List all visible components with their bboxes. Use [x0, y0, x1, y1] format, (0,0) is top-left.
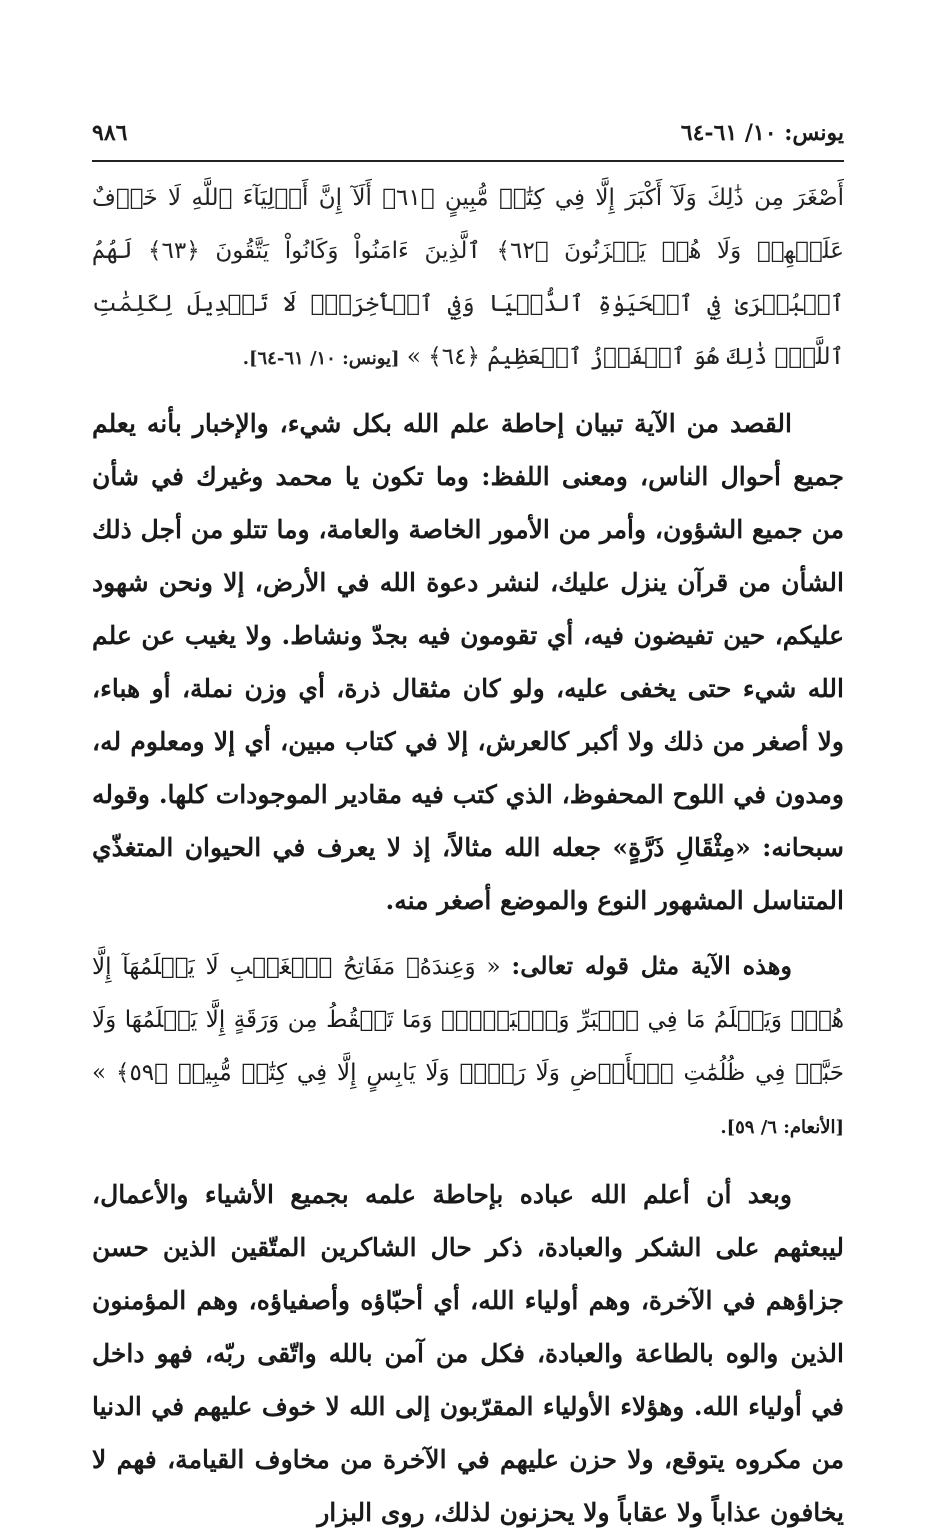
verse-reference-2: [الأنعام: ٦/ ٥٩].: [720, 1117, 844, 1138]
verse-reference: [يونس: ١٠/ ٦١-٦٤].: [242, 348, 400, 369]
commentary-paragraph-2: [92, 939, 844, 1154]
page-number: ٩٨٦: [92, 120, 128, 146]
running-title: يونس: ١٠/ ٦١-٦٤: [680, 120, 844, 146]
quran-quote: « وَعِندَهُۥ مَفَاتِحُ ٱلۡغَيۡبِ لَا يَعۡلَمُهَآ إِلَّا هُوَۚ وَيَعۡلَمُ مَا فِي ٱلۡبَرِّ وَٱلۡبَحۡرِۚ وَمَا تَسۡقُطُ مِن وَرَقَةٍ إِلَّا يَعۡلَمُهَا وَلَا حَبَّةٖ فِي ظُلُمَٰتِ ٱلۡأَرۡضِ وَلَا رَطۡبٖ وَلَا يَابِسٍ إِلَّا فِي كِتَٰبٖ مُّبِينٖ ﴿٥٩﴾ »: [92, 954, 844, 1086]
page-header: [92, 120, 844, 160]
quran-verses-text: أَصْغَرَ مِن ذَٰلِكَ وَلَآ أَكْبَرَ إِلَّا فِي كِتَٰبٖ مُّبِينٍ ﴿٦١﴾ أَلَآ إِنَّ أَوۡلِيَآءَ ٱللَّهِ لَا خَوۡفٌ عَلَيۡهِمۡ وَلَا هُمۡ يَحۡزَنُونَ ﴿٦٢﴾ ٱلَّذِينَ ءَامَنُواْ وَكَانُواْ يَتَّقُونَ ﴿٦٣﴾ لَهُمُ ٱلۡبُشۡرَىٰ فِي ٱلۡحَيَوٰةِ ٱلدُّنۡيَا وَفِي ٱلۡأٓخِرَةِۚ لَا تَبۡدِيلَ لِكَلِمَٰتِ ٱللَّهِۚ ذَٰلِكَ هُوَ ٱلۡفَوۡزُ ٱلۡعَظِيمُ ﴿٦٤﴾ »: [92, 185, 845, 370]
paragraph-lead-text: وهذه الآية مثل قوله تعالى:: [511, 951, 793, 980]
quran-verses-block: [92, 172, 844, 385]
commentary-paragraph-3: وبعد أن أعلم الله عباده بإحاطة علمه بجميع الأشياء والأعمال، ليبعثهم على الشكر والعبادة، ذكر حال الشاكرين المتّقين الذين حسن جزاؤهم في الآخرة، وهم أولياء الله، أي أحبّاؤه وأصفياؤه، وهم المؤمنون الذين والوه بالطاعة والعبادة، فكل من آمن بالله واتّقى ربّه، فهو داخل في أولياء الله. وهؤلاء الأولياء المقرّبون إلى الله لا خوف عليهم في الدنيا من مكروه يتوقع، ولا حزن عليهم في الآخرة من مخاوف القيامة، فهم لا يخافون عذاباً ولا عقاباً ولا يحزنون لذلك، روى البزار: [92, 1180, 844, 1527]
header-rule: [92, 160, 844, 162]
commentary-paragraph-1: القصد من الآية تبيان إحاطة علم الله بكل شيء، والإخبار بأنه يعلم جميع أحوال الناس، ومعنى اللفظ: وما تكون يا محمد وغيرك في شأن من جميع الشؤون، وأمر من الأمور الخاصة والعامة، وما تتلو من أجل ذلك الشأن من قرآن ينزل عليك، لنشر دعوة الله في الأرض، إلا ونحن شهود عليكم، حين تفيضون فيه، أي تقومون فيه بجدّ ونشاط. ولا يغيب عن علم الله شيء حتى يخفى عليه، ولو كان مثقال ذرة، أي وزن نملة، أو هباء، ولا أصغر من ذلك ولا أكبر كالعرش، إلا في كتاب مبين، أي إلا ومعلوم له، ومدون في اللوح المحفوظ، الذي كتب فيه مقادير الموجودات كلها. وقوله سبحانه: «مِثْقَالِ ذَرَّةٍ» جعله الله مثالاً، إذ لا يعرف في الحيوان المتغذّي المتناسل المشهور النوع والموضع أصغر منه.: [92, 409, 844, 915]
page-body: [92, 172, 844, 1539]
